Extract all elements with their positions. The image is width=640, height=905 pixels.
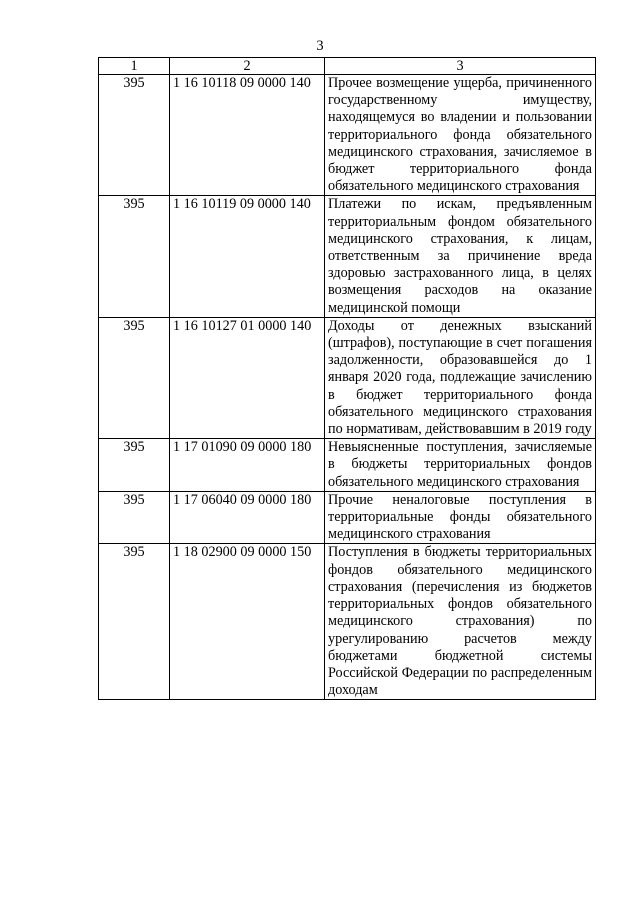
classification-code-cell: 1 18 02900 09 0000 150: [170, 544, 325, 700]
classification-code-cell: 1 16 10127 01 0000 140: [170, 317, 325, 438]
table-header-row: [99, 58, 596, 75]
table-row: [99, 196, 596, 317]
table-row: [99, 491, 596, 544]
income-name-cell: Платежи по искам, предъявленным территориальным фондом обязательного медицинского страхования, к лицам, ответственным за причинение вреда здоровью застрахованного лица, в целях возмещения расходов на оказание медицинской помощи: [325, 196, 596, 317]
income-name-cell: Поступления в бюджеты территориальных фондов обязательного медицинского страхования (перечисления из бюджетов территориальных фондов обязательного медицинского страхования) по урегулированию расчетов между бюджетами бюджетной системы Российской Федерации по распределенным доходам: [325, 544, 596, 700]
column-header-3: 3: [325, 58, 596, 75]
admin-code-cell: 395: [99, 196, 170, 317]
income-name-cell: Прочее возмещение ущерба, причиненного государственному имуществу, находящемуся во владении и пользовании территориального фонда обязательного медицинского страхования, зачисляемое в бюджет территориального фонда обязательного медицинского страхования: [325, 75, 596, 196]
table-row: [99, 317, 596, 438]
table-row: [99, 544, 596, 700]
admin-code-cell: 395: [99, 75, 170, 196]
page-number: 3: [316, 38, 324, 54]
classification-code-cell: 1 16 10118 09 0000 140: [170, 75, 325, 196]
income-name-cell: Прочие неналоговые поступления в территориальные фонды обязательного медицинского страхования: [325, 491, 596, 544]
admin-code-cell: 395: [99, 491, 170, 544]
admin-code-cell: 395: [99, 317, 170, 438]
admin-code-cell: 395: [99, 439, 170, 492]
income-name-cell: Невыясненные поступления, зачисляемые в бюджеты территориальных фондов обязательного медицинского страхования: [325, 439, 596, 492]
column-header-1: 1: [99, 58, 170, 75]
classification-code-cell: 1 17 01090 09 0000 180: [170, 439, 325, 492]
income-name-cell: Доходы от денежных взысканий (штрафов), поступающие в счет погашения задолженности, образовавшейся до 1 января 2020 года, подлежащие зачислению в бюджет территориального фонда обязательного медицинского страхования по нормативам, действовавшим в 2019 году: [325, 317, 596, 438]
admin-code-cell: 395: [99, 544, 170, 700]
classification-code-cell: 1 17 06040 09 0000 180: [170, 491, 325, 544]
revenue-codes-table: [98, 57, 596, 700]
column-header-2: 2: [170, 58, 325, 75]
table-row: [99, 75, 596, 196]
table-row: [99, 439, 596, 492]
classification-code-cell: 1 16 10119 09 0000 140: [170, 196, 325, 317]
